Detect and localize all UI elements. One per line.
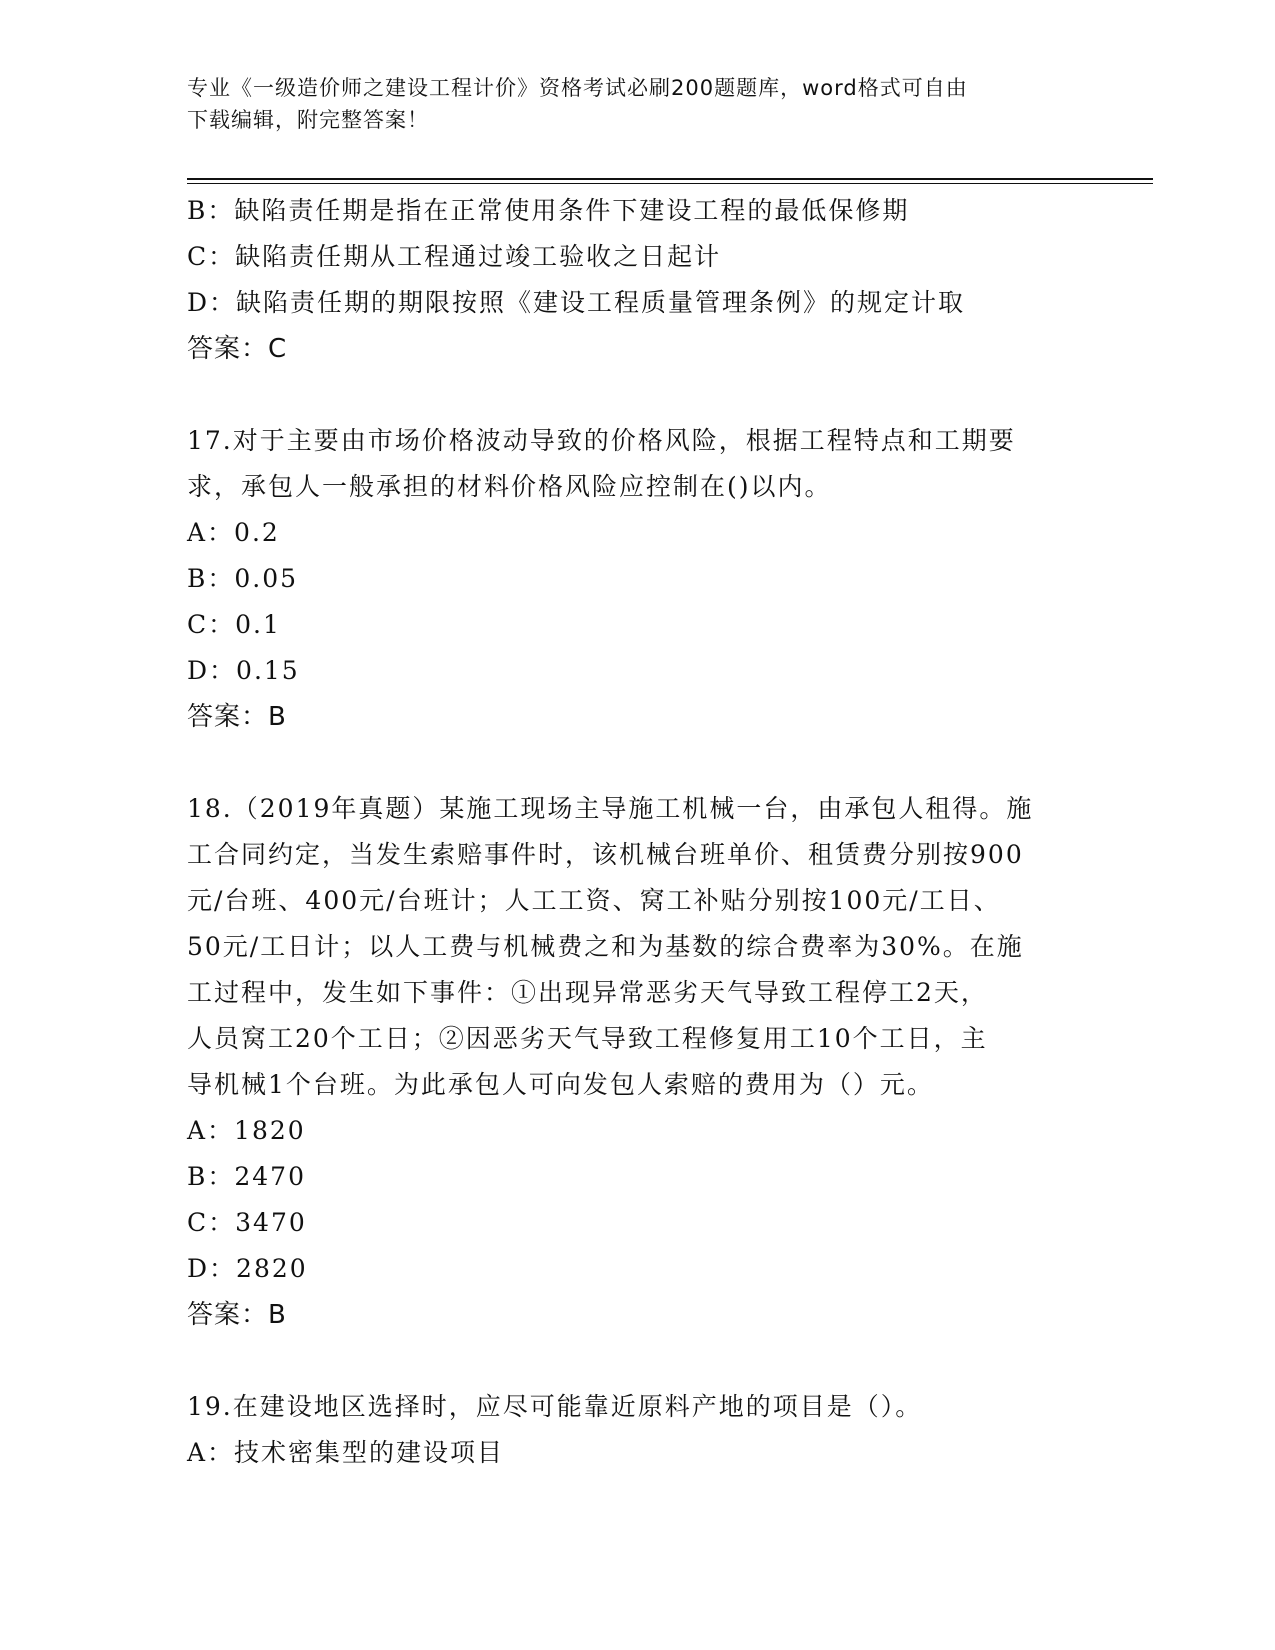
option-d: D：2820	[187, 1254, 308, 1283]
answer-line: 答案：B	[187, 702, 287, 732]
question-stem-line: 工合同约定，当发生索赔事件时，该机械台班单价、租赁费分别按900	[187, 840, 1024, 869]
option-c: C：0.1	[187, 610, 281, 639]
header-line-1: 专业《一级造价师之建设工程计价》资格考试必刷200题题库，word格式可自由	[187, 76, 968, 100]
option-d: D：缺陷责任期的期限按照《建设工程质量管理条例》的规定计取	[187, 288, 966, 317]
question-19	[187, 1384, 1087, 1476]
question-stem-line: 17.对于主要由市场价格波动导致的价格风险，根据工程特点和工期要	[187, 426, 1016, 455]
option-c: C：3470	[187, 1208, 307, 1237]
header-divider-thin	[187, 183, 1153, 184]
question-stem-line: 工过程中，发生如下事件：①出现异常恶劣天气导致工程停工2天，	[187, 978, 988, 1007]
option-c: C：缺陷责任期从工程通过竣工验收之日起计	[187, 242, 722, 271]
option-a: A：0.2	[187, 518, 280, 547]
spacer	[187, 372, 1087, 418]
option-b: B：0.05	[187, 564, 299, 593]
question-stem-line: 求，承包人一般承担的材料价格风险应控制在()以内。	[187, 472, 832, 501]
question-18	[187, 786, 1087, 1338]
header-line-2: 下载编辑，附完整答案！	[187, 108, 429, 132]
question-content	[187, 188, 1087, 1476]
option-b: B：2470	[187, 1162, 306, 1191]
question-stem-line: 元/台班、400元/台班计；人工工资、窝工补贴分别按100元/工日、	[187, 886, 1001, 915]
question-stem-line: 导机械1个台班。为此承包人可向发包人索赔的费用为（）元。	[187, 1070, 934, 1099]
question-17	[187, 418, 1087, 740]
header-divider-thick	[187, 178, 1153, 180]
question-stem-line: 18.（2019年真题）某施工现场主导施工机械一台，由承包人租得。施	[187, 794, 1034, 823]
answer-line: 答案：B	[187, 1300, 287, 1330]
document-header	[187, 72, 1087, 136]
question-stem-line: 19.在建设地区选择时，应尽可能靠近原料产地的项目是（）。	[187, 1392, 923, 1421]
answer-line: 答案：C	[187, 334, 288, 364]
spacer	[187, 740, 1087, 786]
option-b: B：缺陷责任期是指在正常使用条件下建设工程的最低保修期	[187, 196, 910, 225]
option-a: A：1820	[187, 1116, 306, 1145]
option-a: A：技术密集型的建设项目	[187, 1438, 505, 1467]
question-stem-line: 50元/工日计；以人工费与机械费之和为基数的综合费率为30%。在施	[187, 932, 1024, 961]
question-stem-line: 人员窝工20个工日；②因恶劣天气导致工程修复用工10个工日，主	[187, 1024, 988, 1053]
spacer	[187, 1338, 1087, 1384]
option-d: D：0.15	[187, 656, 300, 685]
question-16	[187, 188, 1087, 372]
